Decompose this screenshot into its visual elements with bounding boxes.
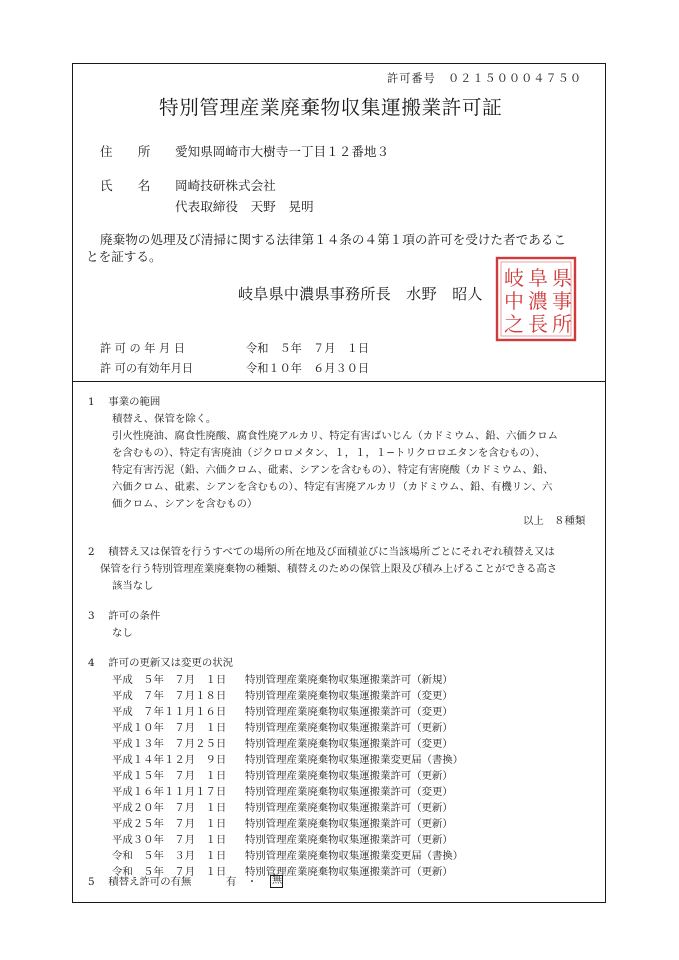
- certification-line-2: とを証する。: [86, 249, 162, 264]
- section-4-heading: 4 許可の更新又は変更の状況: [88, 657, 233, 669]
- history-date: 平成１６年１１月１７日: [112, 786, 227, 798]
- valid-until-value: 令和１０年 ６月３０日: [246, 362, 370, 375]
- history-event: 特別管理産業廃棄物収集運搬業許可（更新）: [245, 722, 453, 734]
- svg-text:濃: 濃: [528, 289, 548, 313]
- svg-text:長: 長: [528, 312, 548, 336]
- scope-line: を含むもの）、特定有害廃油（ジクロロメタン、１，１，１−トリクロロエタンを含むもの）、: [112, 447, 546, 459]
- transfer-option-no: 無: [272, 875, 283, 886]
- scope-line: 価クロム、シアンを含むもの）: [112, 498, 258, 510]
- section-3-heading: 3 許可の条件: [88, 610, 161, 622]
- history-event: 特別管理産業廃棄物収集運搬業許可（変更）: [245, 690, 453, 702]
- address-value: 愛知県岡崎市大樹寺一丁目１２番地３: [175, 144, 390, 159]
- valid-until-label: 許 可の有効年月日: [100, 362, 194, 375]
- scope-line: 特定有害汚泥（鉛、六価クロム、砒素、シアンを含むもの）、特定有害廃酸（カドミウム、鉛、: [112, 464, 554, 476]
- section-2-line-2: 保管を行う特別管理産業廃棄物の種類、積替えのための保管上限及び積み上げることができる高さ: [100, 563, 558, 575]
- history-date: 平成１３年 ７月２５日: [112, 738, 227, 750]
- section-2-line-1: 2 積替え又は保管を行うすべての場所の所在地及び面積並びに当該場所ごとにそれぞれ積替え又は: [88, 546, 555, 558]
- section-3-value: なし: [112, 627, 133, 639]
- transfer-option-yes: 有 ・: [226, 876, 258, 888]
- company-name: 岡崎技研株式会社: [175, 178, 276, 193]
- svg-text:阜: 阜: [528, 266, 548, 290]
- history-event: 特別管理産業廃棄物収集運搬業許可（更新）: [245, 770, 453, 782]
- section-divider: [72, 381, 606, 382]
- history-date: 平成１５年 ７月 １日: [112, 770, 227, 782]
- history-event: 特別管理産業廃棄物収集運搬業許可（新規）: [245, 674, 453, 686]
- history-date: 平成１０年 ７月 １日: [112, 722, 227, 734]
- svg-text:之: 之: [504, 312, 524, 336]
- svg-text:所: 所: [552, 312, 572, 336]
- history-date: 平成１４年１２月 ９日: [112, 754, 227, 766]
- scope-line: 引火性廃油、腐食性廃酸、腐食性廃アルカリ、特定有害ばいじん（カドミウム、鉛、六価クロム: [112, 430, 559, 442]
- history-date: 平成 ５年 ７月 １日: [112, 674, 227, 686]
- history-date: 平成 ７年１１月１６日: [112, 706, 227, 718]
- history-date: 平成 ７年 ７月１８日: [112, 690, 227, 702]
- svg-text:中: 中: [504, 289, 524, 313]
- name-label: 氏 名: [100, 178, 151, 193]
- history-date: 令和 ５年 ３月 １日: [112, 850, 227, 862]
- svg-text:岐: 岐: [504, 266, 524, 290]
- history-date: 平成２５年 ７月 １日: [112, 818, 227, 830]
- section-5-label: 5 積替え許可の有無: [88, 876, 192, 888]
- address-label: 住 所: [100, 144, 151, 159]
- history-event: 特別管理産業廃棄物収集運搬業許可（変更）: [245, 738, 453, 750]
- permit-date-value: 令和 ５年 ７月 １日: [246, 342, 370, 355]
- history-event: 特別管理産業廃棄物収集運搬業許可（更新）: [245, 834, 453, 846]
- document-title: 特別管理産業廃棄物収集運搬業許可証: [159, 96, 503, 119]
- history-event: 特別管理産業廃棄物収集運搬業許可（更新）: [245, 866, 453, 878]
- history-event: 特別管理産業廃棄物収集運搬業変更届（書換）: [245, 754, 464, 766]
- svg-text:県: 県: [552, 266, 572, 290]
- section-2-value: 該当なし: [112, 580, 154, 592]
- scope-line: 積替え、保管を除く。: [112, 413, 217, 425]
- history-event: 特別管理産業廃棄物収集運搬業許可（更新）: [245, 802, 453, 814]
- history-event: 特別管理産業廃棄物収集運搬業変更届（書換）: [245, 850, 464, 862]
- scope-line: 六価クロム、砒素、シアンを含むもの）、特定有害廃アルカリ（カドミウム、鉛、有機リン、六: [112, 481, 553, 493]
- history-date: 平成３０年 ７月 １日: [112, 834, 227, 846]
- representative-name: 代表取締役 天野 晃明: [175, 199, 314, 214]
- history-event: 特別管理産業廃棄物収集運搬業許可（更新）: [245, 818, 453, 830]
- history-event: 特別管理産業廃棄物収集運搬業許可（変更）: [245, 706, 453, 718]
- svg-text:事: 事: [552, 289, 572, 313]
- certification-line-1: 廃棄物の処理及び清掃に関する法律第１４条の４第１項の許可を受けた者であるこ: [100, 232, 566, 247]
- history-date: 平成２０年 ７月 １日: [112, 802, 227, 814]
- section-1-heading: 1 事業の範囲: [88, 396, 161, 408]
- scope-total: 以上 ８種類: [523, 515, 586, 527]
- issuer-name: 岐阜県中濃県事務所長 水野 昭人: [238, 285, 483, 303]
- history-date: 令和 ５年 ７月 １日: [112, 866, 227, 878]
- history-event: 特別管理産業廃棄物収集運搬業許可（変更）: [245, 786, 453, 798]
- official-seal-stamp: [495, 256, 577, 342]
- permit-number: 許可番号 ０２１５０００４７５０: [387, 72, 583, 85]
- permit-date-label: 許 可 の 年 月 日: [100, 342, 185, 355]
